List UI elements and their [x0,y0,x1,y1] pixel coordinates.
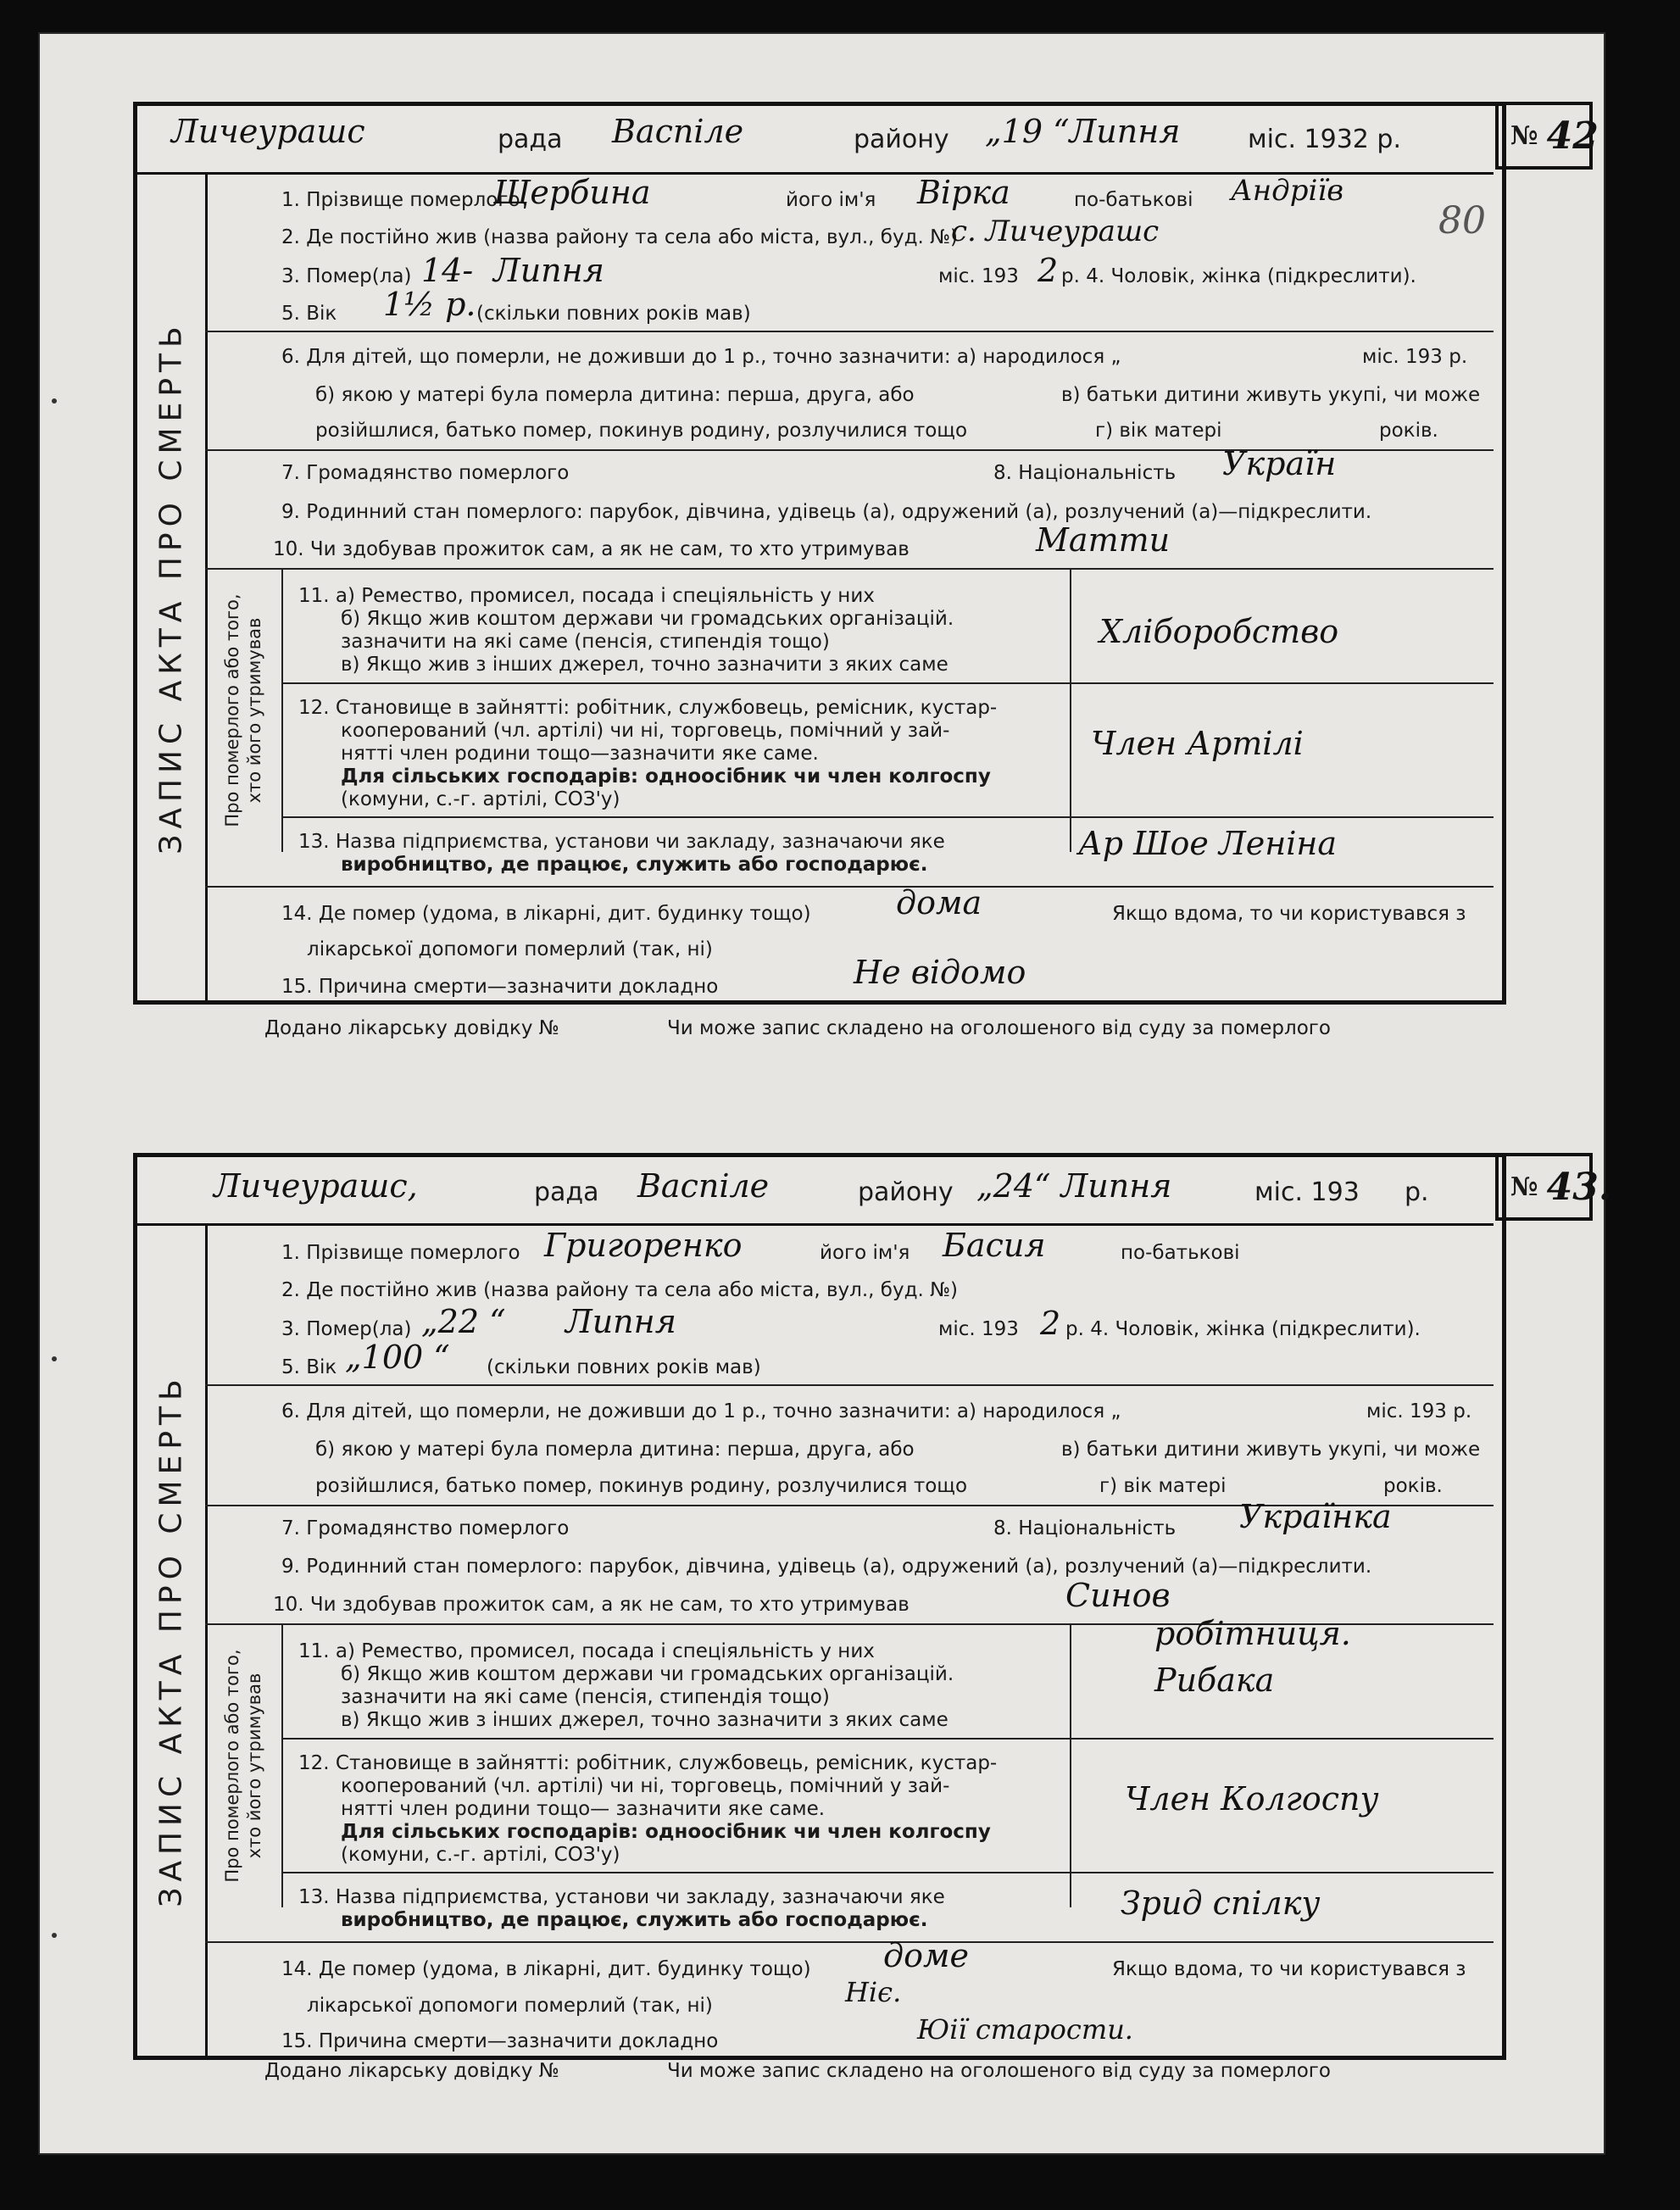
field-infant-year: міс. 193 р. [1366,1400,1472,1422]
field-years-label: років. [1383,1475,1443,1497]
punch-mark [52,1933,57,1938]
divider-vertical [1070,1623,1071,1907]
punch-mark [52,1356,57,1361]
hw-death-place: дома [896,884,982,921]
hw-name: Віркa [917,174,1010,211]
sub-side-column [205,568,283,852]
field-cause-label: 15. Причина смерти—зазначити докладно [281,2030,719,2052]
hw-occupation-2: Рибака [1154,1662,1275,1699]
field-parents-label: в) батьки дитини живуть укупі, чи може [1061,384,1481,406]
field-surname-label: 1. Прізвище померлого [281,1242,520,1264]
district-label: району [858,1177,954,1207]
num-label: № [1510,120,1538,151]
field-occupation-d: в) Якщо жив з інших джерел, точно зазначити з яких саме [341,1709,948,1731]
field-employment-a: 12. Становище в зайнятті: робітник, службовець, ремісник, кустар- [298,1752,998,1774]
field-infant-label: 6. Для дітей, що померли, не доживши до 1 р., точно зазначити: а) народилося „ [281,1400,1121,1422]
field-citizenship-label: 7. Громадянство померлого [281,1517,570,1539]
field-workplace-b: виробництво, де працює, служить або господарює. [341,1909,928,1931]
field-patronymic-label: по-батькові [1121,1242,1240,1264]
num-label: № [1510,1172,1538,1202]
divider [281,1872,1494,1873]
field-patronymic-label: по-батькові [1074,189,1193,211]
hw-residence: с. Личеурашс [951,214,1160,248]
field-residence-label: 2. Де постійно жив (назва району та села або міста, вул., буд. №) [281,1279,958,1301]
hw-district: Васпіле [612,113,744,150]
divider [281,682,1494,684]
district-label: району [854,125,949,154]
field-employment-d: Для сільських господарів: одноосібник чи член колгоспу [341,765,991,788]
field-child-order-label: б) якою у матері була померла дитина: перша, друга, або [315,1439,915,1461]
hw-support: Синов [1065,1577,1171,1614]
field-age-note: (скільки повних років мав) [487,1356,761,1378]
divider [205,331,1494,332]
year-suffix: р. [1405,1177,1429,1207]
side-title: ЗАПИС АКТА ПРО СМЕРТЬ [153,1373,189,1907]
hw-month: Липня [565,1303,676,1340]
hw-council: Личеурашс [171,113,365,150]
field-sex-label: р. 4. Чоловік, жінка (підкреслити). [1065,1318,1421,1340]
divider-vertical [1070,568,1071,852]
field-age-label: 5. Вік [281,303,337,325]
field-death-place-label: 14. Де помер (удома, в лікарні, дит. будинку тощо) [281,903,811,925]
hw-day: „22 “ [421,1303,506,1340]
death-record-form-42 [133,102,1599,1005]
divider [281,1738,1494,1740]
field-occupation-b: б) Якщо жив коштом держави чи громадських організацій. [341,608,954,630]
hw-surname: Григоренко [544,1227,743,1264]
field-month-year-label: міс. 193 [938,1318,1019,1340]
field-medical-help-label: лікарської допомоги померлий (так, ні) [307,1995,713,2017]
field-certificate-label: Додано лікарську довідку № [264,2060,559,2082]
punch-mark [52,398,57,404]
field-workplace-a: 13. Назва підприємства, установи чи закладу, зазначаючи яке [298,1886,945,1908]
hw-nationality: Україн [1222,445,1337,482]
field-age-label: 5. Вік [281,1356,337,1378]
field-name-label: його ім'я [786,189,876,211]
field-parents-label: в) батьки дитини живуть укупі, чи може [1061,1439,1481,1461]
hw-year-digit: 2 [1037,252,1059,289]
field-child-order-label: б) якою у матері була померла дитина: перша, друга, або [315,384,915,406]
field-certificate-label: Додано лікарську довідку № [264,1017,559,1039]
pencil-annotation: 80 [1438,199,1486,242]
hw-cause: Юії старости. [917,2013,1133,2046]
field-employment-a: 12. Становище в зайнятті: робітник, службовець, ремісник, кустар- [298,697,998,719]
field-death-place-label: 14. Де помер (удома, в лікарні, дит. будинку тощо) [281,1958,811,1980]
field-residence-label: 2. Де постійно жив (назва району та села або міста, вул., буд. №) [281,226,958,248]
divider [281,816,1494,818]
field-occupation-b: б) Якщо жив коштом держави чи громадських організацій. [341,1663,954,1685]
field-support-label: 10. Чи здобував прожиток сам, а як не сам, то хто утримував [273,538,910,560]
hw-patronymic: Андріїв [1231,174,1343,208]
divider [205,1941,1494,1943]
field-marital-label: 9. Родинний стан померлого: парубок, дівчина, удівець (а), одружений (а), розлучений (а)—підкреслити. [281,501,1372,523]
field-home-care-label: Якщо вдома, то чи користувався з [1112,903,1466,925]
hw-occupation: Хліборобство [1099,613,1339,650]
side-title-column [137,174,208,1000]
hw-surname: Щербина [493,174,651,211]
field-occupation-c: зазначити на які саме (пенсія, стипендія тощо) [341,1686,830,1708]
document-page [38,32,1612,2155]
hw-month: Липня [493,252,604,289]
field-employment-b: кооперований (чл. артілі) чи ні, торговець, помічний у зай- [341,1775,950,1797]
field-mother-age-label: г) вік матері [1099,1475,1227,1497]
field-employment-c: нятті член родини тощо— зазначити яке саме. [341,1798,826,1820]
field-medical-help-label: лікарської допомоги померлий (так, ні) [307,938,713,960]
sub-side-title: Про померлого або того, хто його утримував [222,593,264,827]
death-record-form-43 [133,1153,1612,2060]
record-number-box [1495,1153,1612,1221]
hw-age: „100 “ [345,1339,450,1376]
hw-death-place: доме [883,1937,969,1974]
field-died-label: 3. Помер(ла) [281,265,412,287]
field-age-note: (скільки повних років мав) [476,303,751,325]
field-occupation-c: зазначити на які саме (пенсія, стипендія тощо) [341,631,830,653]
month-label: міс. 193 [1254,1177,1360,1207]
hw-medical-help: Ніє. [845,1976,902,2008]
field-occupation-d: в) Якщо жив з інших джерел, точно зазначити з яких саме [341,654,948,676]
hw-year-digit: 2 [1040,1305,1061,1342]
hw-workplace: Зрид спілку [1121,1884,1321,1922]
field-nationality-label: 8. Національність [993,1517,1177,1539]
field-infant-year: міс. 193 р. [1362,346,1468,368]
field-died-label: 3. Помер(ла) [281,1318,412,1340]
hw-council: Личеурашс, [214,1167,418,1205]
field-nationality-label: 8. Національність [993,462,1177,484]
field-employment-e: (комуни, с.-г. артілі, СОЗ'у) [341,788,620,810]
field-employment-b: кооперований (чл. артілі) чи ні, торговець, помічний у зай- [341,720,950,742]
field-parents-label-cont: розійшлися, батько помер, покинув родину, розлучилися тощо [315,1475,968,1497]
field-workplace-b: виробництво, де працює, служить або господарює. [341,854,928,876]
field-marital-label: 9. Родинний стан померлого: парубок, дівчина, удівець (а), одружений (а), розлучений (а)—підкреслити. [281,1556,1372,1578]
field-court-label: Чи може запис складено на оголошеного від суду за померлого [667,1017,1331,1039]
month-label: міс. 1932 р. [1248,125,1401,154]
hw-employment: Член Колгоспу [1125,1780,1379,1818]
field-infant-label: 6. Для дітей, що померли, не доживши до 1 р., точно зазначити: а) народилося „ [281,346,1121,368]
hw-district: Васпіле [637,1167,770,1205]
field-employment-e: (комуни, с.-г. артілі, СОЗ'у) [341,1844,620,1866]
field-month-year-label: міс. 193 [938,265,1019,287]
divider [205,1384,1494,1386]
field-surname-label: 1. Прізвище померлого [281,189,520,211]
field-citizenship-label: 7. Громадянство померлого [281,462,570,484]
form-header [137,1157,1494,1226]
hw-employment: Член Артілі [1091,725,1304,762]
field-employment-d: Для сільських господарів: одноосібник чи член колгоспу [341,1821,991,1843]
hw-occupation-1: робітниця. [1154,1615,1351,1652]
field-occupation-a: 11. а) Ремество, промисел, посада і спеціяльність у них [298,585,875,607]
field-parents-label-cont: розійшлися, батько помер, покинув родину, розлучилися тощо [315,420,968,442]
hw-age: 1½ р. [383,286,476,323]
divider [205,886,1494,888]
sub-side-title: Про померлого або того, хто його утримував [222,1648,264,1883]
field-sex-label: р. 4. Чоловік, жінка (підкреслити). [1061,265,1416,287]
hw-nationality: Українка [1239,1498,1392,1535]
sub-side-column [205,1623,283,1907]
field-mother-age-label: г) вік матері [1095,420,1222,442]
hw-cause: Не відомо [854,954,1026,991]
hw-date: „19 “Липня [985,113,1181,150]
field-years-label: років. [1379,420,1438,442]
field-workplace-a: 13. Назва підприємства, установи чи закладу, зазначаючи яке [298,831,945,853]
field-occupation-a: 11. а) Ремество, промисел, посада і спеціяльність у них [298,1640,875,1662]
field-employment-c: нятті член родини тощо—зазначити яке саме. [341,743,819,765]
divider [205,568,1494,570]
hw-workplace: Ар Шое Леніна [1078,825,1338,862]
form-header [137,106,1494,175]
hw-name: Басия [943,1227,1046,1264]
hw-record-number: 42 [1546,114,1599,158]
side-title-column [137,1225,208,2056]
council-label: рада [534,1177,599,1207]
council-label: рада [498,125,563,154]
hw-record-number: 43. [1546,1165,1612,1209]
side-title: ЗАПИС АКТА ПРО СМЕРТЬ [153,320,189,854]
record-number-box [1495,102,1599,170]
hw-day: 14- [421,252,474,289]
hw-support: Матти [1036,521,1171,559]
field-court-label: Чи може запис складено на оголошеного від суду за померлого [667,2060,1331,2082]
hw-date: „24“ Липня [976,1167,1172,1205]
field-name-label: його ім'я [820,1242,910,1264]
field-home-care-label: Якщо вдома, то чи користувався з [1112,1958,1466,1980]
field-cause-label: 15. Причина смерти—зазначити докладно [281,976,719,998]
field-support-label: 10. Чи здобував прожиток сам, а як не сам, то хто утримував [273,1594,910,1616]
